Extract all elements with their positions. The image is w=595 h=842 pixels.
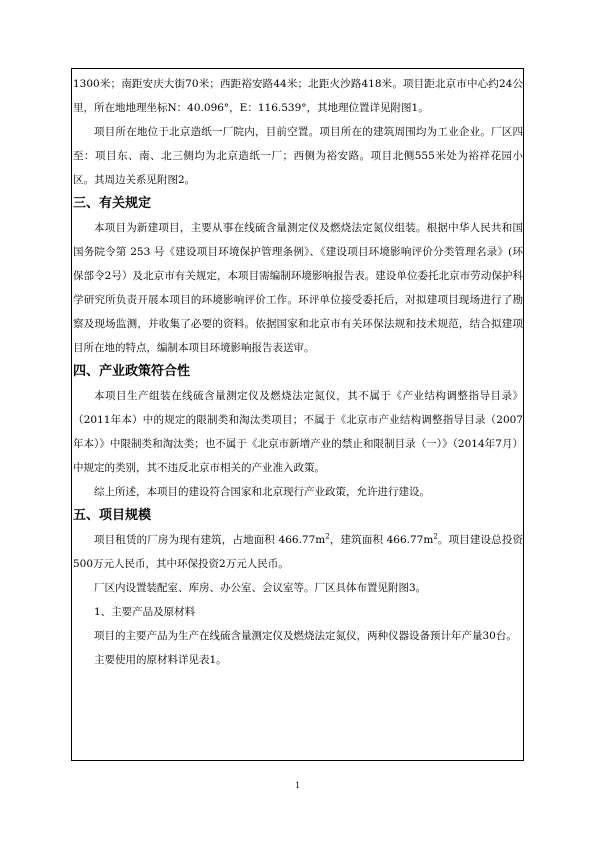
scale-text-part-2: ，建筑面积 466.77m <box>329 534 434 546</box>
policy-paragraph-2: 综上所述，本项目的建设符合国家和北京现行产业政策，允许进行建设。 <box>94 486 430 498</box>
products-paragraph: 项目的主要产品为生产在线硫含量测定仪及燃烧法定氮仪，两种仪器设备预计年产量30台。 <box>94 630 517 642</box>
page-number: 1 <box>295 780 300 790</box>
section-heading-scale: 五、项目规模 <box>73 508 152 523</box>
section-heading-regulations: 三、有关规定 <box>73 196 152 211</box>
products-subheading: 1、主要产品及原材料 <box>94 606 196 618</box>
superscript-2: 2 <box>325 532 330 541</box>
document-body <box>73 72 523 672</box>
regulations-paragraph: 本项目为新建项目，主要从事在线硫含量测定仪及燃烧法定氮仪组装。根据中华人民共和国国务院令第 253 号《建设项目环境保护管理条例》、《建设项目环境影响评价分类管理名录》(环保部令2号）及北京市有关规定，本项目需编制环境影响报告表。建设单位委托北京市劳动保护科学研究所负责开展本项目的环境影响评价工作。环评单位接受委托后，对拟建项目现场进行了勘察及现场监测，并收集了必要的资料。依据国家和北京市有关环保法规和技术规范，结合拟建项目所在地的特点，编制本项目环境影响报告表送审。 <box>73 222 523 354</box>
materials-paragraph: 主要使用的原材料详见表1。 <box>94 654 227 666</box>
location-paragraph-1: 1300米；南距安庆大街70米；西距裕安路44米；北距火沙路418米。项目距北京市中心约24公里，所在地地理坐标N：40.096°，E：116.539°，其地理位置详见附图1。 <box>73 78 523 114</box>
scale-paragraph-2: 厂区内设置装配室、库房、办公室、会议室等。厂区具体布置见附图3。 <box>94 582 427 594</box>
superscript-2: 2 <box>433 532 438 541</box>
scale-paragraph-1 <box>73 528 523 576</box>
policy-paragraph-1: 本项目生产组装在线硫含量测定仪及燃烧法定氮仪，其不属于《产业结构调整指导目录》（2011年本）中的规定的限制类和淘汰类项目；不属于《北京市产业结构调整指导目录（2007年本）》中限制类和淘汰类；也不属于《北京市新增产业的禁止和限制目录（一）》（2014年7月）中规定的类别，其不违反北京市相关的产业准入政策。 <box>73 390 523 474</box>
scale-text-part-3: 。项目建设总投资500万元人民币，其中环保投资2万元人民币。 <box>73 534 523 570</box>
section-heading-policy: 四、产业政策符合性 <box>73 364 191 379</box>
location-paragraph-2: 项目所在地位于北京造纸一厂院内，目前空置。项目所在的建筑周围均为工业企业。厂区四至：项目东、南、北三侧均为北京造纸一厂；西侧为裕安路。项目北侧555米处为裕祥花园小区。其周边关系见附图2。 <box>73 126 523 186</box>
scale-text-part-1: 项目租赁的厂房为现有建筑，占地面积 466.77m <box>94 534 326 546</box>
